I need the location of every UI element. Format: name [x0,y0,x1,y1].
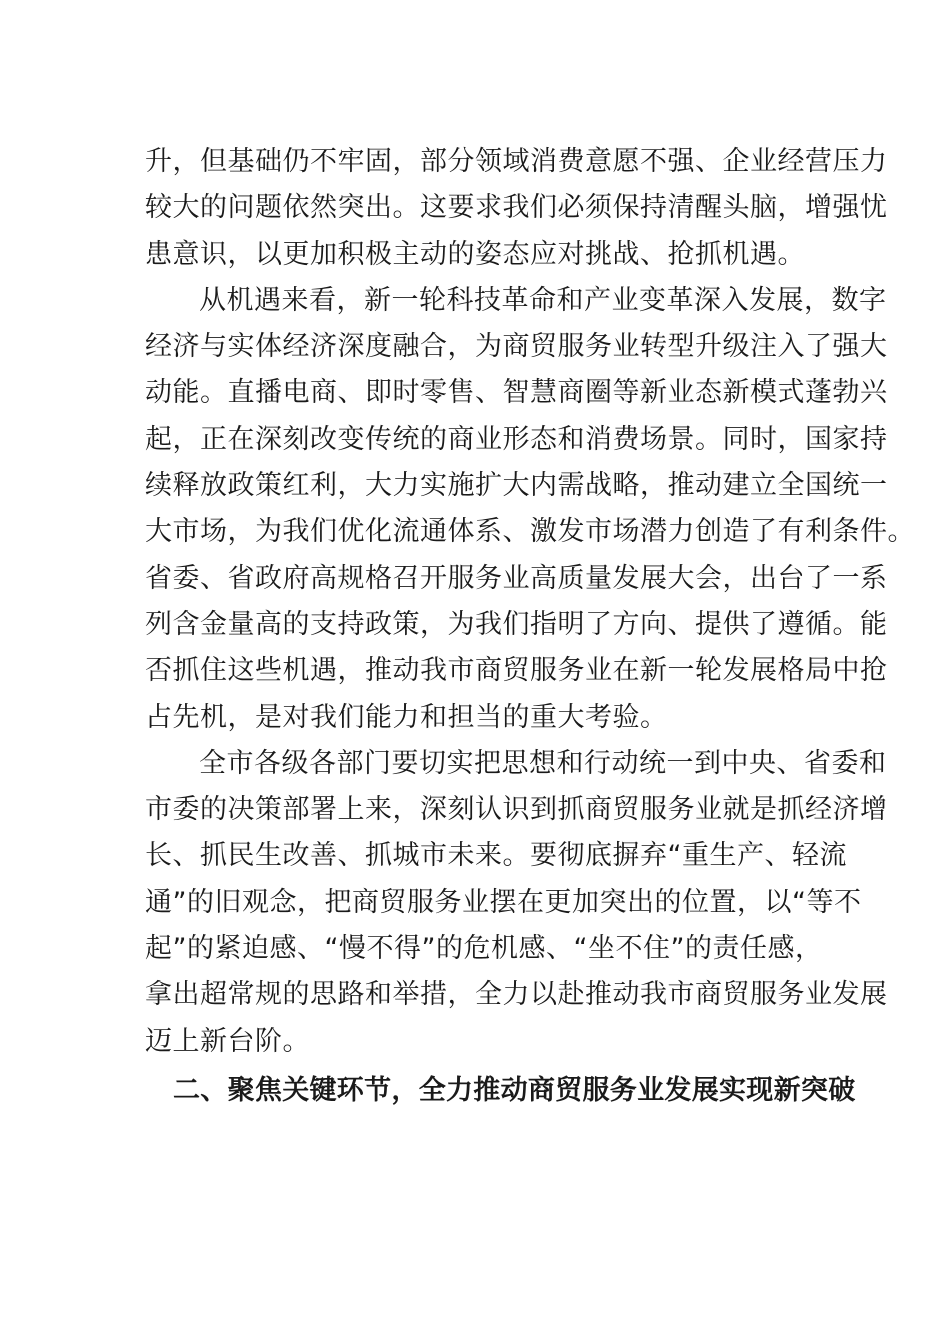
paragraph-start-line: 全市各级各部门要切实把思想和行动统一到中央、省委和 [199,747,887,779]
text-line: 拿出超常规的思路和举措，全力以赴推动我市商贸服务业发展 [145,979,888,1011]
text-line: 通”的旧观念，把商贸服务业摆在更加突出的位置，以“等不 [145,886,862,918]
text-line: 占先机，是对我们能力和担当的重大考验。 [145,701,668,733]
section-heading: 二、聚焦关键环节，全力推动商贸服务业发展实现新突破 [173,1074,856,1106]
text-line: 长、抓民生改善、抓城市未来。要彻底摒弃“重生产、轻流 [145,840,847,872]
paragraph-start-line: 从机遇来看，新一轮科技革命和产业变革深入发展，数字 [199,284,887,316]
text-line: 起，正在深刻改变传统的商业形态和消费场景。同时，国家持 [145,423,888,455]
text-line: 市委的决策部署上来，深刻认识到抓商贸服务业就是抓经济增 [145,794,888,826]
text-line: 升，但基础仍不牢固，部分领域消费意愿不强、企业经营压力 [145,146,888,177]
text-line: 动能。直播电商、即时零售、智慧商圈等新业态新模式蓬勃兴 [145,377,888,409]
text-line: 患意识，以更加积极主动的姿态应对挑战、抢抓机遇。 [145,238,805,270]
document-body [145,139,915,1114]
text-line: 否抓住这些机遇，推动我市商贸服务业在新一轮发展格局中抢 [145,655,888,687]
text-line: 列含金量高的支持政策，为我们指明了方向、提供了遵循。能 [145,608,888,640]
text-line: 经济与实体经济深度融合，为商贸服务业转型升级注入了强大 [145,331,888,363]
text-line: 迈上新台阶。 [145,1025,310,1057]
text-line: 较大的问题依然突出。这要求我们必须保持清醒头脑，增强忧 [145,192,888,224]
text-line: 起”的紧迫感、“慢不得”的危机感、“坐不住”的责任感， [145,933,823,965]
text-line: 省委、省政府高规格召开服务业高质量发展大会，出台了一系 [145,562,888,594]
text-line: 续释放政策红利，大力实施扩大内需战略，推动建立全国统一 [145,470,888,502]
text-line: 大市场，为我们优化流通体系、激发市场潜力创造了有利条件。 [145,516,915,548]
